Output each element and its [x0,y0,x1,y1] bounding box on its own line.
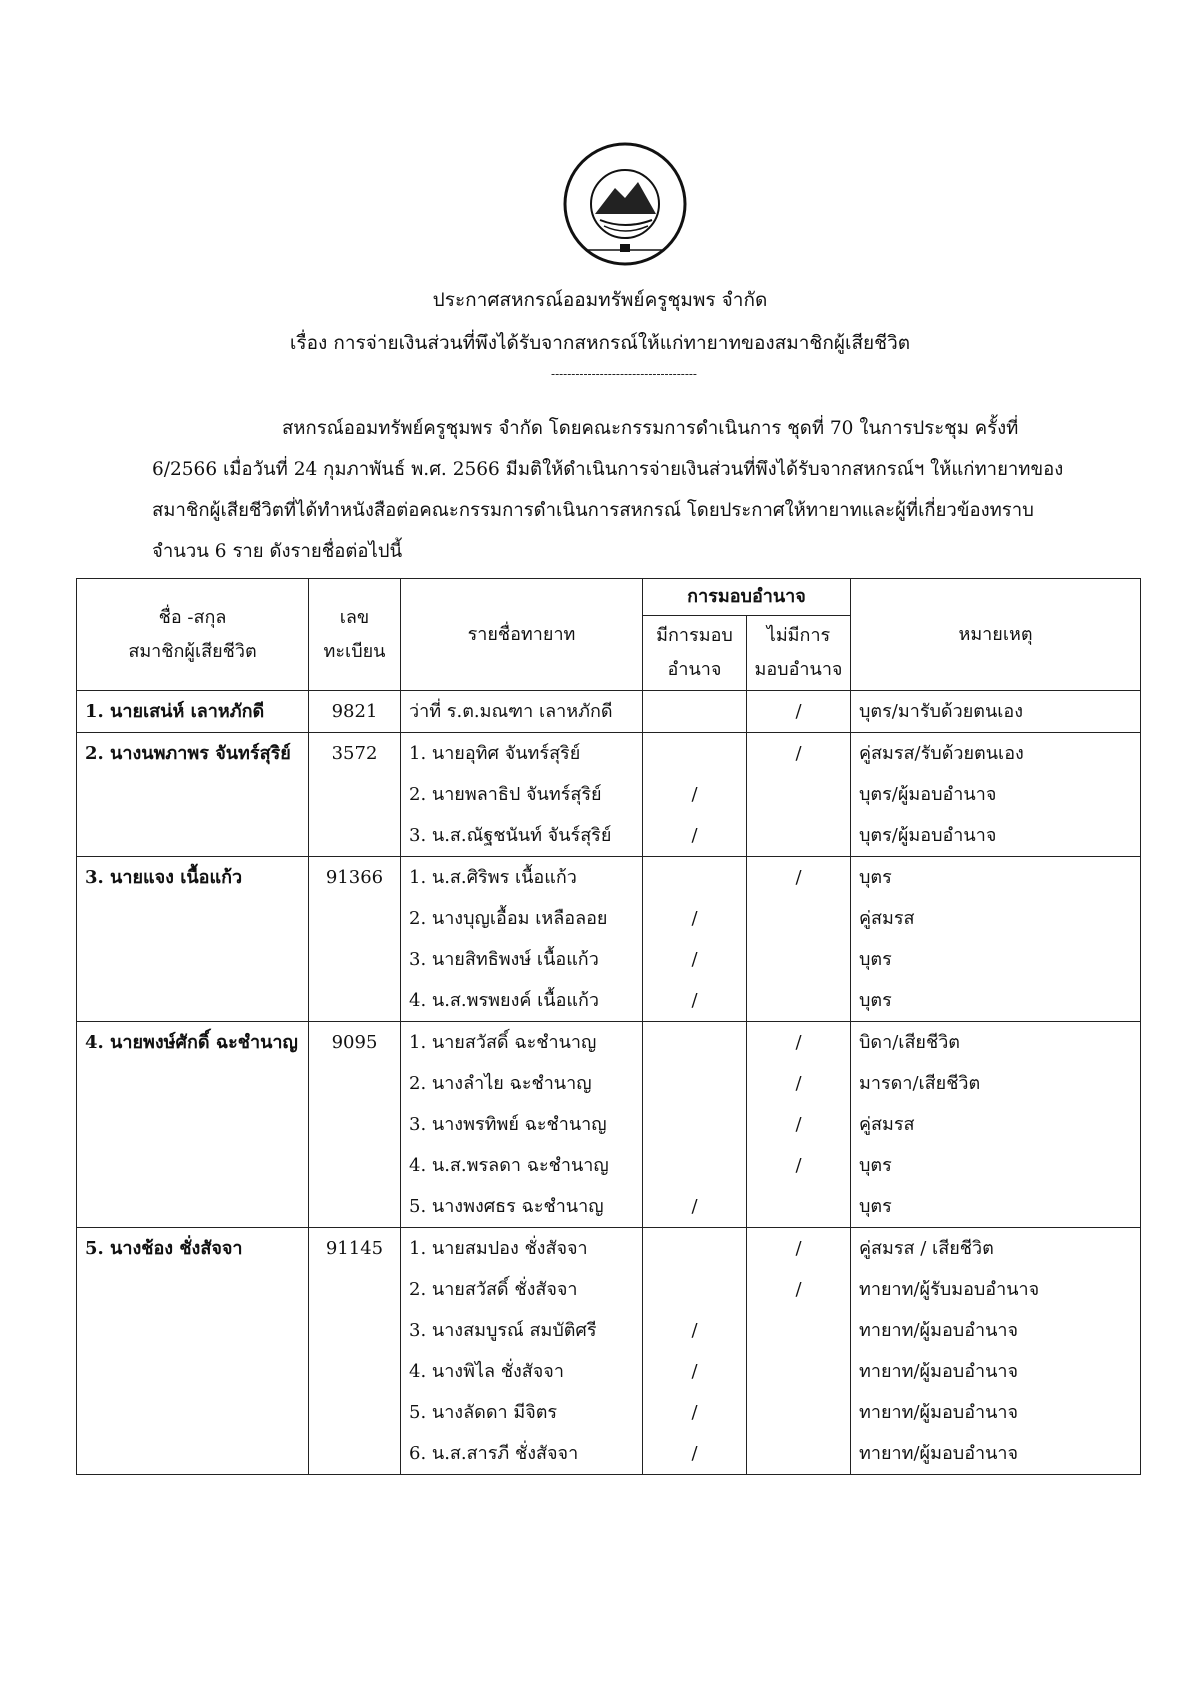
poa-yes-cell [643,733,747,857]
poa-yes-mark [643,1104,746,1145]
remark-text: บุตร/ผู้มอบอำนาจ [859,784,997,805]
remark-cell [851,1022,1141,1228]
poa-no-mark [747,1310,850,1351]
remark-header: หมายเหตุ [958,623,1033,645]
remark-cell [851,733,1141,857]
remark-text: ทายาท/ผู้มอบอำนาจ [859,1320,1019,1341]
poa-no-cell [747,1228,851,1475]
poa-yes-mark: / [691,784,698,805]
poa-no-mark [747,1351,850,1392]
announcement-subject: เรื่อง การจ่ายเงินส่วนที่พึงได้รับจากสหกรณ์ให้แก่ทายาทของสมาชิกผู้เสียชีวิต [289,332,911,354]
member-name: 2. นางนพภาพร จันทร์สุริย์ [85,743,291,764]
col-header-poa-yes [643,616,747,691]
member-cell [77,733,309,857]
body-line: สหกรณ์ออมทรัพย์ครูชุมพร จำกัด โดยคณะกรรมการดำเนินการ ชุดที่ 70 ในการประชุม ครั้งที่ [282,418,1019,439]
table-row [77,691,1141,733]
heir-name: 4. น.ส.พรพยงค์ เนื้อแก้ว [409,990,600,1011]
remark-text: ทายาท/ผู้รับมอบอำนาจ [859,1279,1040,1300]
col-header-member [77,579,309,691]
member-name: 5. นางช้อง ชั่งสัจจา [85,1238,243,1259]
heir-name: 2. นางลำไย ฉะชำนาญ [409,1073,592,1094]
heir-name: 3. น.ส.ณัฐชนันท์ จันร์สุริย์ [409,825,612,846]
table-row [77,857,1141,1022]
poa-no-cell [747,1022,851,1228]
poa-yes-mark [643,1022,746,1063]
poa-yes-mark [643,1228,746,1269]
announcement-title: ประกาศสหกรณ์ออมทรัพย์ครูชุมพร จำกัด [432,289,768,311]
heir-name: 1. นายอุทิศ จันทร์สุริย์ [409,743,581,764]
remark-text: ทายาท/ผู้มอบอำนาจ [859,1361,1019,1382]
heir-name: 4. น.ส.พรลดา ฉะชำนาญ [409,1155,609,1176]
poa-no-mark [747,815,850,856]
heir-name: 6. น.ส.สารภี ชั่งสัจจา [409,1443,579,1464]
poa-yes-mark [643,733,746,774]
poa-yes-cell [643,1022,747,1228]
poa-yes-header-line2: อำนาจ [667,659,722,680]
title-divider: ------------------------------------ [551,368,697,380]
heirs-cell [401,691,643,733]
poa-no-mark [747,774,850,815]
poa-no-mark: / [795,701,802,722]
member-cell [77,1228,309,1475]
poa-no-mark [747,1433,850,1474]
announcement-body [152,408,1082,572]
poa-no-mark: / [795,1073,802,1094]
body-line: จำนวน 6 ราย ดังรายชื่อต่อไปนี้ [152,541,403,562]
poa-yes-cell [643,857,747,1022]
heir-name: 1. นายสมปอง ชั่งสัจจา [409,1238,588,1259]
heir-name: 3. นางพรทิพย์ ฉะชำนาญ [409,1114,607,1135]
poa-yes-mark: / [691,1402,698,1423]
poa-no-mark [747,1392,850,1433]
heirs-cell [401,857,643,1022]
poa-yes-mark [643,1269,746,1310]
col-header-poa-no [747,616,851,691]
poa-no-cell [747,857,851,1022]
heirs-cell [401,1228,643,1475]
reg-cell [309,857,401,1022]
member-header-line1: ชื่อ -สกุล [158,606,227,628]
remark-text: บิดา/เสียชีวิต [859,1032,960,1053]
table-row [77,1228,1141,1475]
remark-text: มารดา/เสียชีวิต [859,1073,981,1094]
reg-cell [309,1022,401,1228]
poa-yes-mark [643,857,746,898]
remark-text: บุตร [859,949,892,970]
poa-no-mark: / [795,1279,802,1300]
heir-name: 3. นางสมบูรณ์ สมบัติศรี [409,1320,597,1341]
poa-no-header-line2: มอบอำนาจ [754,659,843,680]
reg-header-line1: เลข [339,606,370,628]
poa-no-mark [747,939,850,980]
reg-number: 91366 [325,867,384,888]
poa-yes-mark: / [691,949,698,970]
poa-no-mark: / [795,1155,802,1176]
remark-cell [851,857,1141,1022]
table-row [77,733,1141,857]
poa-yes-cell [643,1228,747,1475]
heir-name: 2. นางบุญเอื้อม เหลือลอย [409,908,608,929]
poa-yes-mark: / [691,1320,698,1341]
member-cell [77,691,309,733]
col-header-poa-group [643,579,851,616]
heir-name: ว่าที่ ร.ต.มณฑา เลาหภักดี [409,701,613,722]
member-name: 3. นายแจง เนื้อแก้ว [85,867,243,888]
poa-yes-mark: / [691,1443,698,1464]
reg-number: 9095 [331,1032,378,1053]
reg-cell [309,691,401,733]
member-header-line2: สมาชิกผู้เสียชีวิต [128,640,257,662]
col-header-heirs [401,579,643,691]
poa-no-mark: / [795,743,802,764]
poa-no-cell [747,733,851,857]
remark-text: บุตร [859,867,892,888]
heirs-cell [401,1022,643,1228]
poa-group-header: การมอบอำนาจ [687,586,806,607]
remark-text: คู่สมรส [859,908,915,929]
remark-text: บุตร [859,1196,892,1217]
reg-cell [309,733,401,857]
reg-number: 9821 [331,701,378,722]
poa-yes-cell [643,691,747,733]
remark-text: คู่สมรส/รับด้วยตนเอง [859,743,1024,764]
poa-yes-mark [643,1063,746,1104]
reg-number: 3572 [331,743,378,764]
poa-no-mark [747,980,850,1021]
heirs-header: รายชื่อทายาท [467,623,576,645]
remark-text: ทายาท/ผู้มอบอำนาจ [859,1443,1019,1464]
remark-cell [851,1228,1141,1475]
poa-yes-mark [643,691,746,732]
poa-no-mark: / [795,1114,802,1135]
table-row [77,1022,1141,1228]
remark-text: บุตร [859,990,892,1011]
poa-yes-mark: / [691,908,698,929]
heir-name: 5. นางลัดดา มีจิตร [409,1402,558,1423]
reg-header-line2: ทะเบียน [323,640,386,662]
poa-yes-mark: / [691,1361,698,1382]
poa-yes-mark [643,1145,746,1186]
remark-text: คู่สมรส [859,1114,915,1135]
heir-name: 1. นายสวัสดิ์ ฉะชำนาญ [409,1032,597,1053]
poa-yes-mark: / [691,990,698,1011]
poa-yes-mark: / [691,1196,698,1217]
member-cell [77,1022,309,1228]
reg-number: 91145 [325,1238,384,1259]
poa-no-mark [747,1186,850,1227]
remark-text: บุตร/มารับด้วยตนเอง [859,701,1024,722]
remark-text: บุตร [859,1155,892,1176]
heir-name: 5. นางพงศธร ฉะชำนาญ [409,1196,604,1217]
poa-no-header-line1: ไม่มีการ [766,625,831,646]
poa-yes-mark: / [691,825,698,846]
heir-name: 2. นายพลาธิป จันทร์สุริย์ [409,784,602,805]
poa-yes-header-line1: มีการมอบ [656,625,733,646]
reg-cell [309,1228,401,1475]
heir-name: 1. น.ส.ศิริพร เนื้อแก้ว [409,867,577,888]
poa-no-mark: / [795,1238,802,1259]
member-name: 1. นายเสน่ห์ เลาหภักดี [85,701,265,722]
poa-no-mark [747,898,850,939]
poa-no-mark: / [795,867,802,888]
body-line: 6/2566 เมื่อวันที่ 24 กุมภาพันธ์ พ.ศ. 2566 มีมติให้ดำเนินการจ่ายเงินส่วนที่พึงได้รับจากสหกรณ์ฯ ให้แก่ทายาทของ [152,459,1064,480]
member-cell [77,857,309,1022]
remark-text: บุตร/ผู้มอบอำนาจ [859,825,997,846]
poa-no-cell [747,691,851,733]
records-body [77,691,1141,1475]
cooperative-seal [560,140,690,268]
member-name: 4. นายพงษ์ศักดิ์ ฉะชำนาญ [85,1032,298,1053]
heir-name: 2. นายสวัสดิ์ ชั่งสัจจา [409,1279,578,1300]
col-header-reg [309,579,401,691]
remark-text: ทายาท/ผู้มอบอำนาจ [859,1402,1019,1423]
col-header-remark [851,579,1141,691]
heirs-cell [401,733,643,857]
poa-no-mark: / [795,1032,802,1053]
heirs-table [76,578,1141,1475]
remark-cell [851,691,1141,733]
remark-text: คู่สมรส / เสียชีวิต [859,1238,994,1259]
body-line: สมาชิกผู้เสียชีวิตที่ได้ทำหนังสือต่อคณะกรรมการดำเนินการสหกรณ์ โดยประกาศให้ทายาทและผู้ที่เกี่ยวข้องทราบ [152,500,1034,521]
heir-name: 3. นายสิทธิพงษ์ เนื้อแก้ว [409,949,599,970]
heir-name: 4. นางพิไล ชั่งสัจจา [409,1361,564,1382]
